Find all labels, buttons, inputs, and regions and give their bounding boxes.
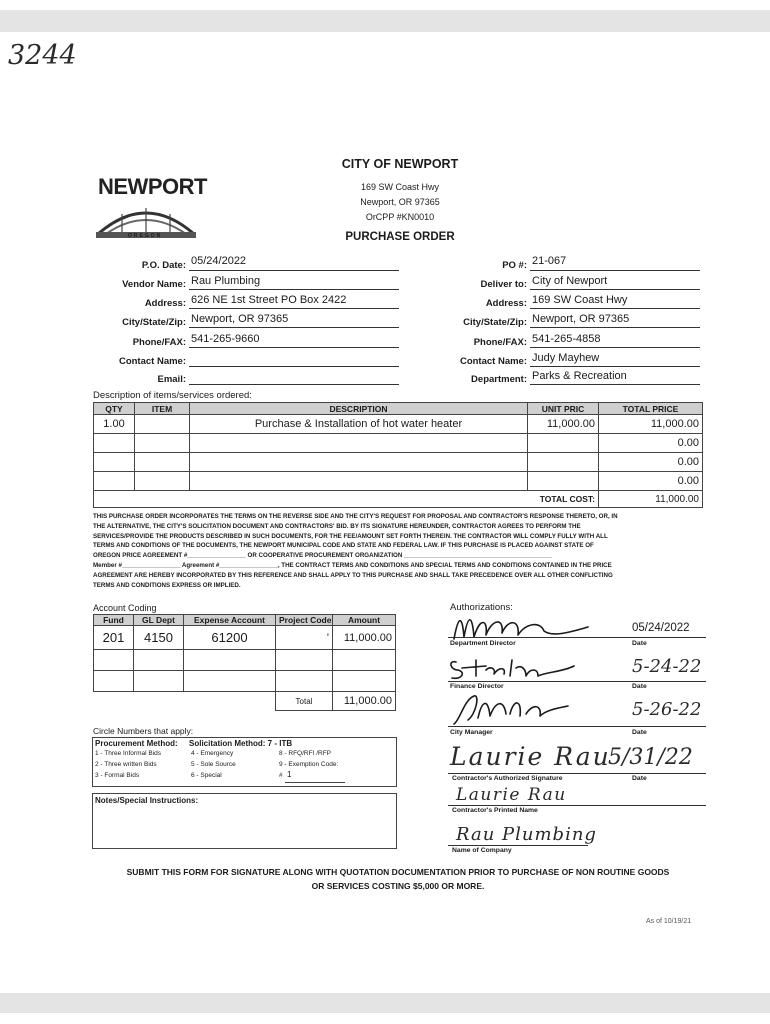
vendor-csz-label: City/State/Zip: bbox=[122, 317, 186, 328]
solicitation-method-label: Solicitation Method: 7 - ITB bbox=[189, 739, 293, 748]
items-col-item: ITEM bbox=[135, 403, 190, 415]
circle-numbers-heading: Circle Numbers that apply: bbox=[93, 726, 194, 736]
item-description bbox=[190, 453, 528, 472]
deliver-phone-label: Phone/FAX: bbox=[473, 337, 527, 348]
terms-line: AGREEMENT ARE HEREBY INCORPORATED BY THIS REFERENCE AND SHALL APPLY TO THIS PURCHASE AND SHALL TAKE PRECEDENCE OVER ALL OTHER CONFLICTING bbox=[93, 571, 613, 579]
items-col-description: DESCRIPTION bbox=[190, 403, 528, 415]
item-total-price: 11,000.00 bbox=[599, 415, 703, 434]
acct-gl-dept bbox=[134, 671, 184, 692]
item-code bbox=[135, 453, 190, 472]
deliver-address-value: 169 SW Coast Hwy bbox=[532, 294, 628, 306]
terms-line: SERVICES/PROVIDE THE PRODUCTS DESCRIBED IN SUCH DOCUMENTS, FOR THE FEE/AMOUNT SET FORTH THEREIN. THE CONTRACTOR WILL COMPLY FULLY WITH ALL bbox=[93, 532, 608, 540]
deliver-address-line bbox=[530, 308, 700, 309]
vendor-name-value: Rau Plumbing bbox=[191, 275, 261, 287]
acct-col-expense-account: Expense Account bbox=[184, 615, 276, 626]
deliver-phone-value: 541-265-4858 bbox=[532, 333, 601, 345]
item-qty bbox=[94, 472, 135, 491]
po-number-value: 21-067 bbox=[532, 255, 567, 267]
contractor-signature-label: Contractor's Authorized Signature bbox=[452, 775, 563, 782]
acct-project-code bbox=[276, 650, 333, 671]
items-col-qty: QTY bbox=[94, 403, 135, 415]
items-col-unit-price: UNIT PRIC bbox=[528, 403, 599, 415]
department-line bbox=[530, 384, 700, 385]
contractor-printed-name: Laurie Rau bbox=[456, 785, 567, 805]
acct-col-fund: Fund bbox=[94, 615, 134, 626]
deliver-to-label: Deliver to: bbox=[480, 279, 527, 290]
submit-instruction-line1: SUBMIT THIS FORM FOR SIGNATURE ALONG WITH QUOTATION DOCUMENTATION PRIOR TO PURCHASE OF NON ROUTINE GOODS bbox=[126, 867, 670, 877]
deliver-address-label: Address: bbox=[485, 298, 527, 309]
item-total-price: 0.00 bbox=[599, 453, 703, 472]
item-unit-price bbox=[528, 434, 599, 453]
city-manager-line bbox=[448, 726, 706, 727]
notes-box bbox=[92, 793, 397, 849]
acct-fund: 201 bbox=[94, 626, 134, 650]
method-option: 1 - Three Informal Bids bbox=[95, 750, 161, 757]
logo-subtitle: OREGON bbox=[128, 233, 163, 239]
handwritten-doc-number: 3244 bbox=[8, 40, 77, 71]
notes-label: Notes/Special Instructions: bbox=[95, 796, 199, 805]
contractor-printed-name-line bbox=[448, 805, 706, 806]
acct-row bbox=[94, 671, 396, 692]
acct-fund bbox=[94, 671, 134, 692]
terms-text bbox=[93, 512, 705, 590]
acct-project-code: ' bbox=[276, 626, 333, 650]
acct-col-project-code: Project Code bbox=[276, 615, 333, 626]
city-manager-label: City Manager bbox=[450, 729, 493, 736]
department-director-line bbox=[448, 637, 706, 638]
po-date-line bbox=[189, 270, 399, 271]
acct-total-value: 11,000.00 bbox=[333, 692, 396, 711]
method-option: 6 - Special bbox=[191, 772, 222, 779]
finance-director-date: 5-24-22 bbox=[632, 656, 702, 677]
deliver-csz-label: City/State/Zip: bbox=[463, 317, 527, 328]
finance-director-line bbox=[448, 681, 706, 682]
city-manager-signature bbox=[450, 690, 590, 730]
company-name: Rau Plumbing bbox=[456, 824, 597, 845]
terms-line: THIS PURCHASE ORDER INCORPORATES THE TERMS ON THE REVERSE SIDE AND THE CITY'S REQUEST FOR PROPOSAL AND CONTRACTOR'S RESPONSE THERETO, OR, IN bbox=[93, 513, 618, 520]
department-director-label: Department Director bbox=[450, 640, 516, 647]
acct-gl-dept: 4150 bbox=[134, 626, 184, 650]
item-qty: 1.00 bbox=[94, 415, 135, 434]
finance-director-signature bbox=[446, 648, 596, 684]
acct-amount bbox=[333, 671, 396, 692]
department-director-date-label: Date bbox=[632, 640, 647, 647]
acct-expense-account bbox=[184, 671, 276, 692]
vendor-phone-label: Phone/FAX: bbox=[132, 337, 186, 348]
po-date-label: P.O. Date: bbox=[141, 260, 186, 271]
scan-bottom-strip bbox=[0, 993, 770, 1013]
exemption-code-line bbox=[285, 782, 345, 783]
logo-wordmark: NEWPORT bbox=[98, 174, 207, 199]
method-option: 3 - Formal Bids bbox=[95, 772, 140, 779]
acct-expense-account bbox=[184, 650, 276, 671]
terms-line: TERMS AND CONDITIONS OF THE DOCUMENTS, THE NEWPORT MUNICIPAL CODE AND STATE AND FEDERAL LAW. IF THIS PURCHASE IS PLACED AGAINST STATE OF bbox=[93, 542, 594, 550]
vendor-csz-line bbox=[189, 327, 399, 328]
total-cost-label: TOTAL COST: bbox=[528, 491, 599, 508]
deliver-phone-line bbox=[530, 347, 700, 348]
vendor-name-line bbox=[189, 289, 399, 290]
vendor-csz-value: Newport, OR 97365 bbox=[191, 313, 289, 325]
submit-instruction-line2: OR SERVICES COSTING $5,000 OR MORE. bbox=[311, 881, 485, 891]
deliver-csz-line bbox=[530, 327, 700, 328]
method-option: 4 - Emergency bbox=[191, 750, 234, 757]
vendor-address-line bbox=[189, 308, 399, 309]
items-description-heading: Description of items/services ordered: bbox=[93, 390, 252, 401]
item-total-price: 0.00 bbox=[599, 434, 703, 453]
acct-col-amount: Amount bbox=[333, 615, 396, 626]
department-director-date: 05/24/2022 bbox=[632, 622, 690, 634]
item-description bbox=[190, 434, 528, 453]
item-total-price: 0.00 bbox=[599, 472, 703, 491]
item-qty bbox=[94, 434, 135, 453]
city-manager-date: 5-26-22 bbox=[632, 699, 702, 720]
scan-top-strip bbox=[0, 10, 770, 32]
vendor-email-label: Email: bbox=[157, 374, 186, 385]
department-label: Department: bbox=[471, 374, 527, 385]
acct-amount: 11,000.00 bbox=[333, 626, 396, 650]
items-row bbox=[94, 434, 703, 453]
item-code bbox=[135, 434, 190, 453]
city-address-line1: 169 SW Coast Hwy bbox=[360, 182, 440, 192]
terms-line: THE ALTERNATIVE, THE CITY'S SOLICITATION DOCUMENT AND CONTRACTORS' BID. BY ITS SIGNATURE HEREUNDER, CONTRACTOR AGREES TO PERFORM THE bbox=[93, 522, 581, 530]
deliver-contact-value: Judy Mayhew bbox=[532, 352, 600, 364]
exemption-code-value: 1 bbox=[287, 770, 292, 779]
acct-row bbox=[94, 650, 396, 671]
terms-line: OREGON PRICE AGREEMENT #_________________ OR COOPERATIVE PROCUREMENT ORGANIZATION ___________________________________________ bbox=[93, 552, 553, 560]
acct-gl-dept bbox=[134, 650, 184, 671]
acct-col-gl-dept: GL Dept bbox=[134, 615, 184, 626]
form-version: As of 10/19/21 bbox=[646, 918, 692, 925]
city-manager-date-label: Date bbox=[632, 729, 647, 736]
method-option: 8 - RFQ/RFI /RFP bbox=[279, 750, 331, 757]
total-cost-value: 11,000.00 bbox=[599, 491, 703, 508]
acct-fund bbox=[94, 650, 134, 671]
finance-director-date-label: Date bbox=[632, 683, 647, 690]
acct-project-code bbox=[276, 671, 333, 692]
items-table bbox=[93, 402, 703, 508]
items-row bbox=[94, 415, 703, 434]
authorizations-heading: Authorizations: bbox=[450, 602, 513, 613]
acct-row bbox=[94, 626, 396, 650]
deliver-to-value: City of Newport bbox=[532, 275, 608, 287]
method-option: 9 - Exemption Code: bbox=[279, 761, 339, 768]
vendor-name-label: Vendor Name: bbox=[122, 279, 186, 290]
newport-logo bbox=[92, 172, 207, 244]
po-date-value: 05/24/2022 bbox=[191, 255, 247, 267]
items-col-total-price: TOTAL PRICE bbox=[599, 403, 703, 415]
account-coding-heading: Account Coding bbox=[93, 603, 157, 613]
terms-line: Member #_________________ Agreement #_________________, THE CONTRACT TERMS AND CONDITIONS AND SPECIAL TERMS AND CONDITIONS CONTAINED IN THE PRICE bbox=[93, 561, 612, 569]
acct-expense-account: 61200 bbox=[184, 626, 276, 650]
contractor-signature: Laurie Rau bbox=[450, 742, 611, 771]
method-option: 5 - Sole Source bbox=[191, 761, 236, 768]
vendor-address-label: Address: bbox=[144, 298, 186, 309]
acct-total-row bbox=[94, 692, 396, 711]
vendor-contact-line bbox=[189, 366, 399, 367]
contractor-signature-date-label: Date bbox=[632, 775, 647, 782]
deliver-to-line bbox=[530, 289, 700, 290]
po-number-line bbox=[530, 270, 700, 271]
contractor-signature-date: 5/31/22 bbox=[608, 745, 693, 770]
deliver-contact-line bbox=[530, 366, 700, 367]
vendor-email-line bbox=[189, 384, 399, 385]
company-name-line bbox=[448, 845, 588, 846]
items-row bbox=[94, 453, 703, 472]
contractor-printed-name-label: Contractor's Printed Name bbox=[452, 807, 538, 814]
acct-total-label: Total bbox=[276, 692, 333, 711]
vendor-phone-line bbox=[189, 347, 399, 348]
method-option: # bbox=[279, 772, 283, 779]
contractor-signature-line bbox=[448, 773, 706, 774]
method-option: 2 - Three written Bids bbox=[95, 761, 157, 768]
item-description bbox=[190, 472, 528, 491]
city-address-line2: Newport, OR 97365 bbox=[360, 197, 440, 207]
item-description: Purchase & Installation of hot water heater bbox=[190, 415, 528, 434]
procurement-box bbox=[92, 737, 397, 787]
item-qty bbox=[94, 453, 135, 472]
vendor-phone-value: 541-265-9660 bbox=[191, 333, 260, 345]
terms-line: TERMS AND CONDITIONS EXPRESS OR IMPLIED. bbox=[93, 581, 241, 589]
item-code bbox=[135, 415, 190, 434]
vendor-address-value: 626 NE 1st Street PO Box 2422 bbox=[191, 294, 347, 306]
items-total-row bbox=[94, 491, 703, 508]
form-title: PURCHASE ORDER bbox=[345, 231, 455, 243]
city-name: CITY OF NEWPORT bbox=[341, 157, 459, 171]
item-unit-price: 11,000.00 bbox=[528, 415, 599, 434]
vendor-contact-label: Contact Name: bbox=[118, 356, 186, 367]
procurement-method-label: Procurement Method: bbox=[95, 739, 178, 748]
items-row bbox=[94, 472, 703, 491]
item-unit-price bbox=[528, 472, 599, 491]
company-name-label: Name of Company bbox=[452, 847, 512, 854]
item-code bbox=[135, 472, 190, 491]
acct-amount bbox=[333, 650, 396, 671]
deliver-csz-value: Newport, OR 97365 bbox=[532, 313, 630, 325]
item-unit-price bbox=[528, 453, 599, 472]
po-number-label: PO #: bbox=[502, 260, 527, 271]
finance-director-label: Finance Director bbox=[450, 683, 504, 690]
deliver-contact-label: Contact Name: bbox=[459, 356, 527, 367]
orcpp-number: OrCPP #KN0010 bbox=[365, 212, 435, 222]
department-value: Parks & Recreation bbox=[532, 370, 627, 382]
account-coding-table bbox=[93, 614, 396, 711]
